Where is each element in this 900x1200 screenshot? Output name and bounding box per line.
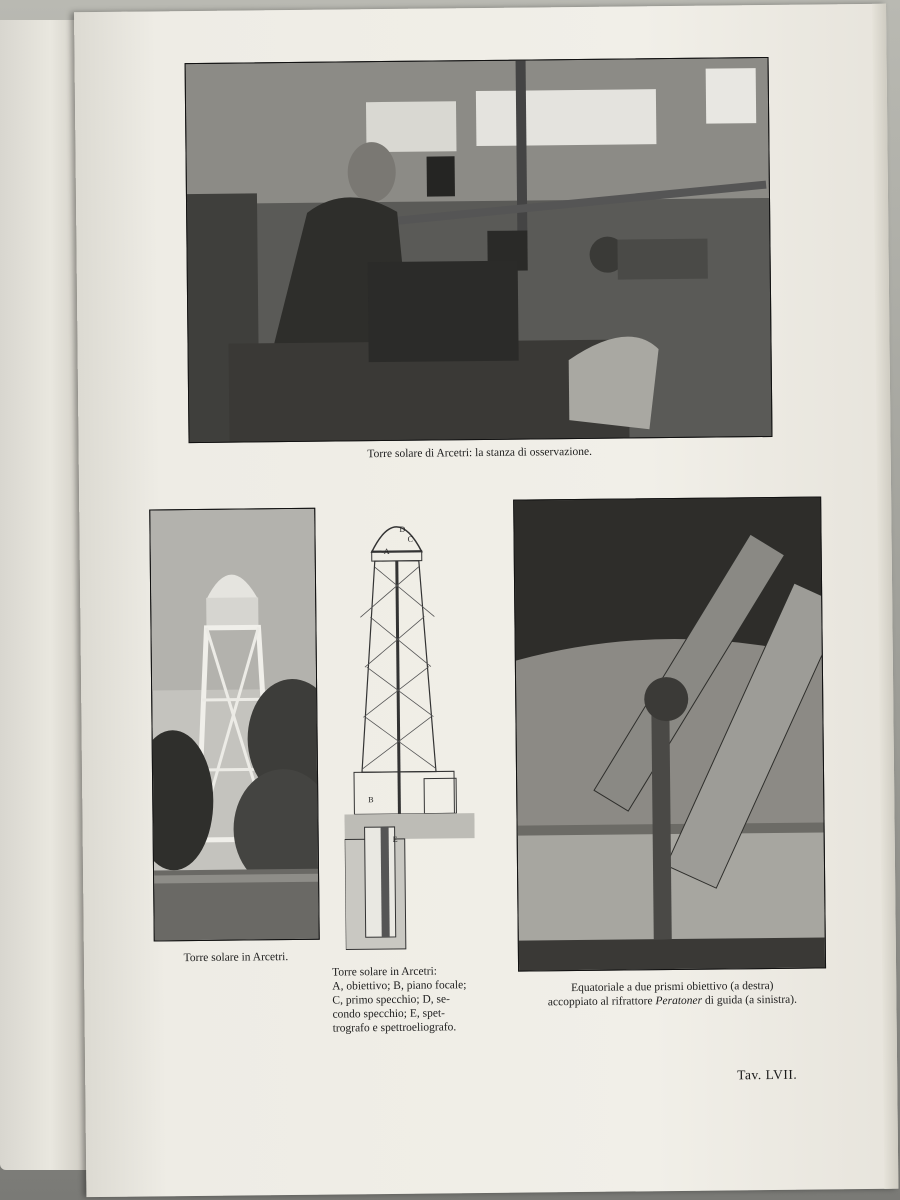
equatorial-caption-text: accoppiato al rifrattore — [547, 995, 656, 1009]
plate-number: Tav. LVII. — [737, 1066, 798, 1083]
diagram-letter-b: B — [368, 795, 374, 805]
diagram-letter-c: C — [407, 534, 413, 544]
equatorial-caption-text: di guida (a sinistra). — [702, 993, 798, 1007]
tower-diagram-caption-line: trografo e spettroeliografo. — [332, 1021, 457, 1035]
observation-room-illustration — [186, 58, 772, 442]
equatorial-caption-line1: Equatoriale a due prismi obiettivo (a destra) — [570, 979, 774, 995]
observation-room-caption: Torre solare di Arcetri: la stanza di osservazione. — [367, 445, 593, 461]
diagram-letter-a: A — [383, 546, 390, 557]
observation-room-photo — [185, 57, 773, 443]
diagram-letter-d: D — [399, 524, 406, 534]
tower-diagram-caption-line: A, obiettivo; B, piano focale; — [332, 979, 467, 993]
equatorial-caption-italic: Peratoner — [655, 994, 703, 1008]
tower-diagram-illustration — [341, 506, 476, 957]
tower-photo-caption: Torre solare in Arcetri. — [183, 951, 289, 965]
tower-diagram-caption-title: Torre solare in Arcetri: — [332, 965, 438, 979]
book-page — [74, 4, 898, 1197]
equatorial-telescope-illustration — [514, 497, 825, 970]
tower-diagram-caption-line: C, primo specchio; D, se- — [332, 993, 450, 1007]
tower-diagram-caption — [332, 964, 493, 1036]
tower-photo — [149, 508, 320, 942]
tower-photo-illustration — [150, 509, 318, 941]
diagram-letter-e: E — [392, 834, 398, 844]
equatorial-caption-line2 — [484, 992, 860, 1010]
tower-diagram — [341, 506, 476, 957]
tower-diagram-caption-line: condo specchio; E, spet- — [332, 1007, 446, 1021]
equatorial-telescope-photo — [513, 496, 826, 971]
equatorial-caption — [484, 978, 860, 1010]
